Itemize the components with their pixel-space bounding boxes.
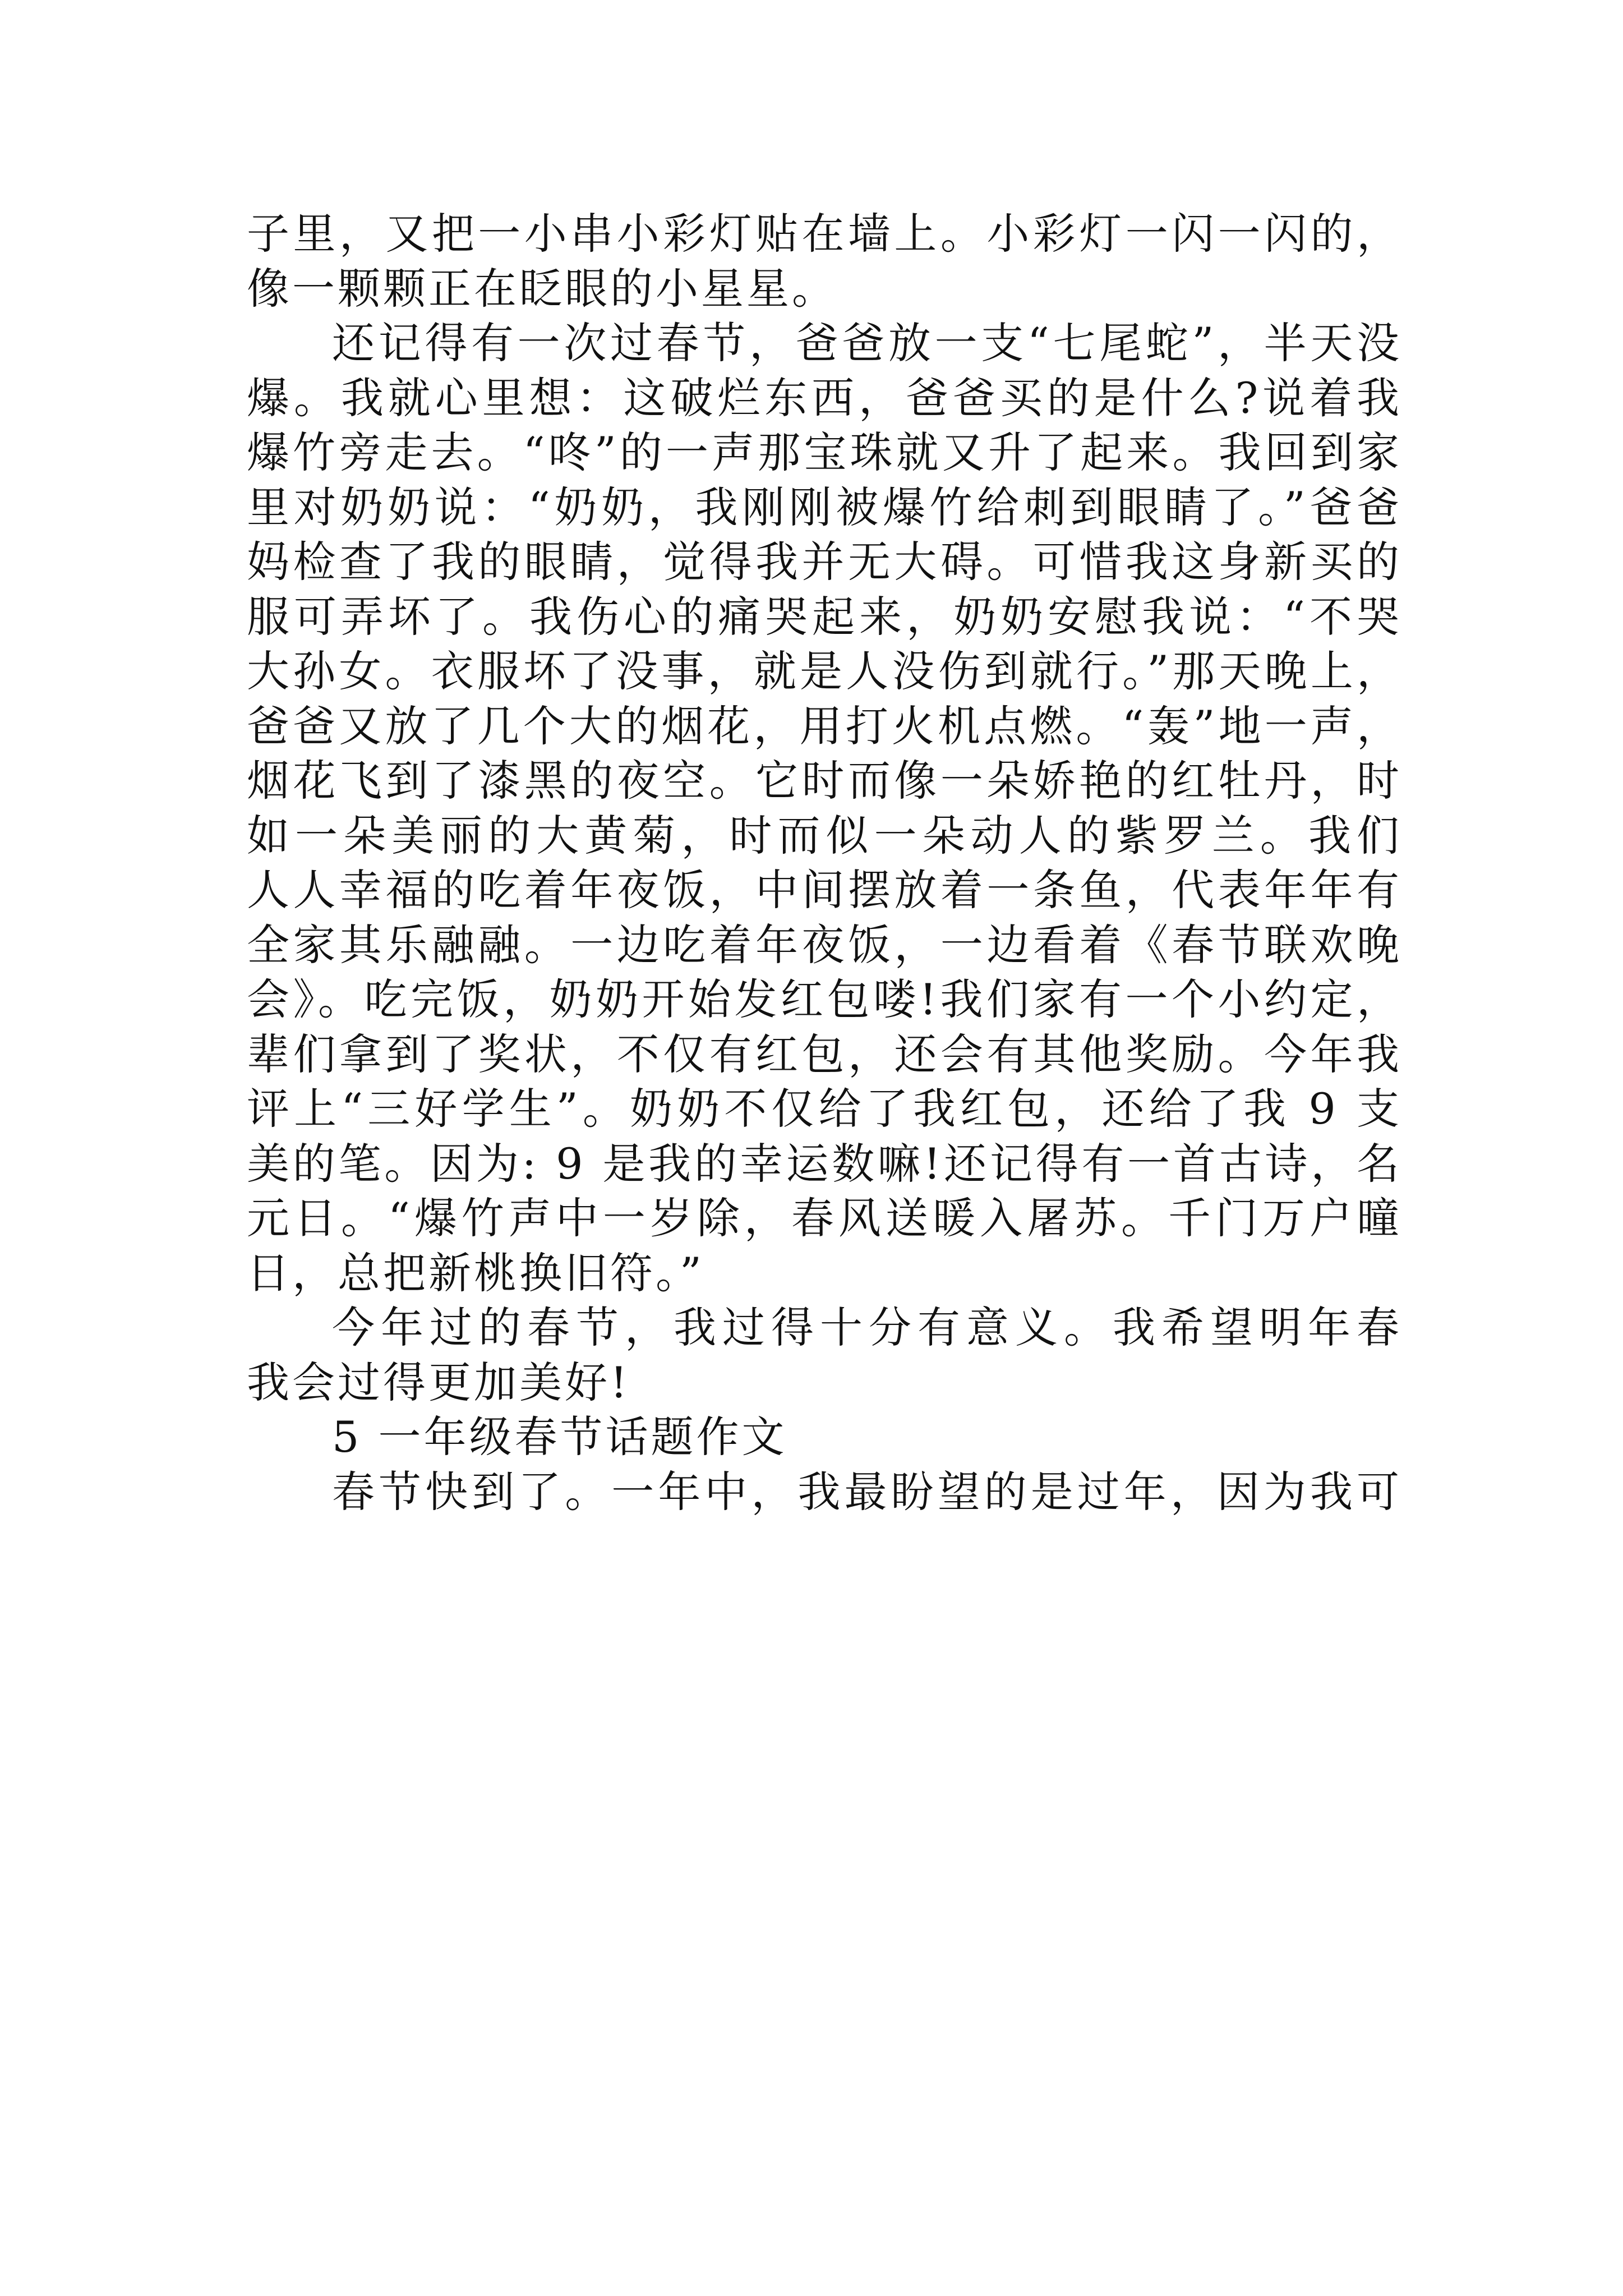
- text-line: 烟花飞到了漆黑的夜空。它时而像一朵娇艳的红牡丹，时: [247, 756, 1402, 806]
- text-line: 如一朵美丽的大黄菊，时而似一朵动人的紫罗兰。我们: [247, 810, 1402, 861]
- paragraph-start-line: 还记得有一次过春节，爸爸放一支“七尾蛇”，半天没: [332, 318, 1402, 368]
- text-line: 像一颗颗正在眨眼的小星星。: [247, 263, 837, 314]
- text-line: 人人幸福的吃着年夜饭，中间摆放着一条鱼，代表年年有: [247, 865, 1402, 915]
- text-line: 爸爸又放了几个大的烟花，用打火机点燃。“轰”地一声，: [247, 701, 1402, 751]
- section-heading: 5 一年级春节话题作文: [332, 1412, 787, 1462]
- text-line: 美的笔。因为: 9 是我的幸运数嘛!还记得有一首古诗，名: [247, 1138, 1402, 1189]
- text-line: 评上“三好学生”。奶奶不仅给了我红包，还给了我 9 支: [247, 1084, 1402, 1134]
- text-line: 我会过得更加美好!: [247, 1357, 630, 1407]
- text-line: 爆。我就心里想：这破烂东西，爸爸买的是什么?说着我: [247, 372, 1402, 423]
- paragraph-start-line: 春节快到了。一年中，我最盼望的是过年，因为我可: [332, 1466, 1402, 1517]
- text-line: 辈们拿到了奖状，不仅有红包，还会有其他奖励。今年我: [247, 1029, 1402, 1079]
- text-line: 日，总把新桃换旧符。”: [247, 1248, 704, 1298]
- text-line: 子里，又把一小串小彩灯贴在墙上。小彩灯一闪一闪的，: [247, 209, 1402, 259]
- paragraph-start-line: 今年过的春节，我过得十分有意义。我希望明年春: [332, 1303, 1402, 1352]
- text-line: 妈检查了我的眼睛，觉得我并无大碍。可惜我这身新买的: [247, 537, 1402, 587]
- text-line: 爆竹旁走去。“咚”的一声那宝珠就又升了起来。我回到家: [247, 427, 1402, 477]
- text-line: 元日。“爆竹声中一岁除，春风送暖入屠苏。千门万户曈: [247, 1193, 1402, 1243]
- text-line: 会》。吃完饭，奶奶开始发红包喽!我们家有一个小约定，: [247, 974, 1402, 1024]
- text-line: 大孙女。衣服坏了没事，就是人没伤到就行。”那天晚上，: [247, 646, 1402, 696]
- text-line: 服可弄坏了。我伤心的痛哭起来，奶奶安慰我说：“不哭: [247, 591, 1402, 642]
- essay-body: [247, 206, 1402, 1519]
- text-line: 里对奶奶说：“奶奶，我刚刚被爆竹给刺到眼睛了。”爸爸: [247, 482, 1402, 532]
- text-line: 全家其乐融融。一边吃着年夜饭，一边看着《春节联欢晚: [247, 919, 1402, 970]
